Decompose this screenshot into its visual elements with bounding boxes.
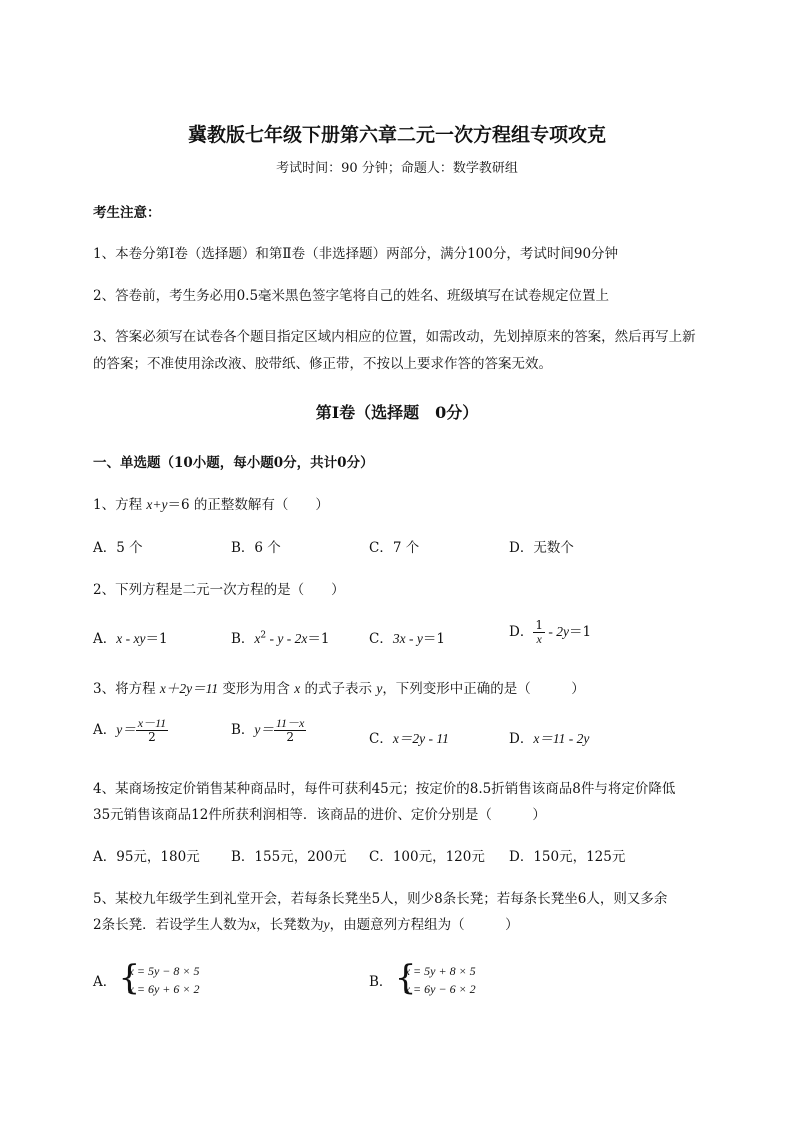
question-4-stem: 4、某商场按定价销售某种商品时，每件可获利45元；按定价的8.5折销售该商品8件与将定价降低 [93, 781, 676, 797]
fraction: $\frac{11-x}{2}$ [275, 716, 305, 745]
document-title: 冀教版七年级下册第六章二元一次方程组专项攻克 [187, 124, 606, 146]
notice-item: 的答案；不准使用涂改液、胶带纸、修正带，不按以上要求作答的答案无效。 [93, 356, 552, 372]
notice-item: 1、本卷分第Ⅰ卷（选择题）和第Ⅱ卷（非选择题）两部分，满分100分，考试时间90分钟 [93, 246, 619, 262]
q4-option-d: D．150元，125元 [509, 849, 626, 865]
brace-icon: { [394, 958, 417, 998]
q1-option-a: A．5 个 [93, 540, 143, 556]
question-2-stem: 2、下列方程是二元一次方程的是（ ） [93, 582, 345, 598]
q1-option-d: D．无数个 [509, 540, 574, 556]
brace-icon: { [118, 958, 141, 998]
question-5-stem: 5、某校九年级学生到礼堂开会，若每条长凳坐5人，则少8条长凳；若每条长凳坐6人，则又多余 [93, 891, 668, 907]
exam-info: 考试时间：90 分钟；命题人：数学教研组 [276, 161, 518, 176]
q2-option-b: B．$x^2 - y - 2x=1$ [231, 630, 330, 647]
q2-option-c: C．3x - y＝1 [369, 631, 445, 647]
notice-item: 2、答卷前，考生务必用0.5毫米黑色签字笔将自己的姓名、班级填写在试卷规定位置上 [93, 288, 610, 304]
question-5-stem: 2条长凳．若设学生人数为x，长凳数为y，由题意列方程组为（ ） [93, 917, 519, 933]
q4-option-c: C．100元，120元 [369, 849, 485, 865]
q3-option-b: B．y＝ $\frac{11-x}{2}$ [231, 716, 305, 745]
section-title: 第Ⅰ卷（选择题 0分） [315, 403, 479, 422]
equation-system: { x = 5y − 8 × 5 x = 6y + 6 × 2 [118, 958, 200, 998]
notice-item: 3、答案必须写在试卷各个题目指定区域内相应的位置，如需改动，先划掉原来的答案，然后再写上新 [93, 329, 696, 345]
question-4-stem: 35元销售该商品12件所获利润相等．该商品的进价、定价分别是（ ） [93, 807, 546, 823]
notice-heading: 考生注意： [93, 205, 161, 221]
q3-option-c: C．x＝2y - 11 [369, 731, 449, 747]
q5-option-a: A． { x = 5y − 8 × 5 x = 6y + 6 × 2 [93, 958, 200, 998]
equation-system: { x = 5y + 8 × 5 x = 6y − 6 × 2 [394, 958, 476, 998]
q1-option-c: C．7 个 [369, 540, 420, 556]
q1-option-b: B．6 个 [231, 540, 281, 556]
q4-option-b: B．155元，200元 [231, 849, 347, 865]
question-3-stem: 3、将方程 x＋2y＝11 变形为用含 x 的式子表示 y，下列变形中正确的是（ ） [93, 681, 585, 697]
question-1-stem: 1、方程 x+y＝6 的正整数解有（ ） [93, 497, 329, 513]
q3-option-d: D．x＝11 - 2y [509, 731, 590, 747]
q2-option-d: D． $\frac{1}{x}$ - 2y＝1 [509, 618, 592, 647]
q5-option-b: B． { x = 5y + 8 × 5 x = 6y − 6 × 2 [369, 958, 476, 998]
fraction: $\frac{1}{x}$ [535, 618, 543, 647]
q2-option-a: A．x - xy＝1 [93, 631, 168, 647]
part-title: 一、单选题（10小题，每小题0分，共计0分） [93, 455, 374, 471]
fraction: $\frac{x-11}{2}$ [137, 716, 167, 745]
q3-option-a: A．y＝ $\frac{x-11}{2}$ [93, 716, 167, 745]
q4-option-a: A．95元，180元 [93, 849, 200, 865]
